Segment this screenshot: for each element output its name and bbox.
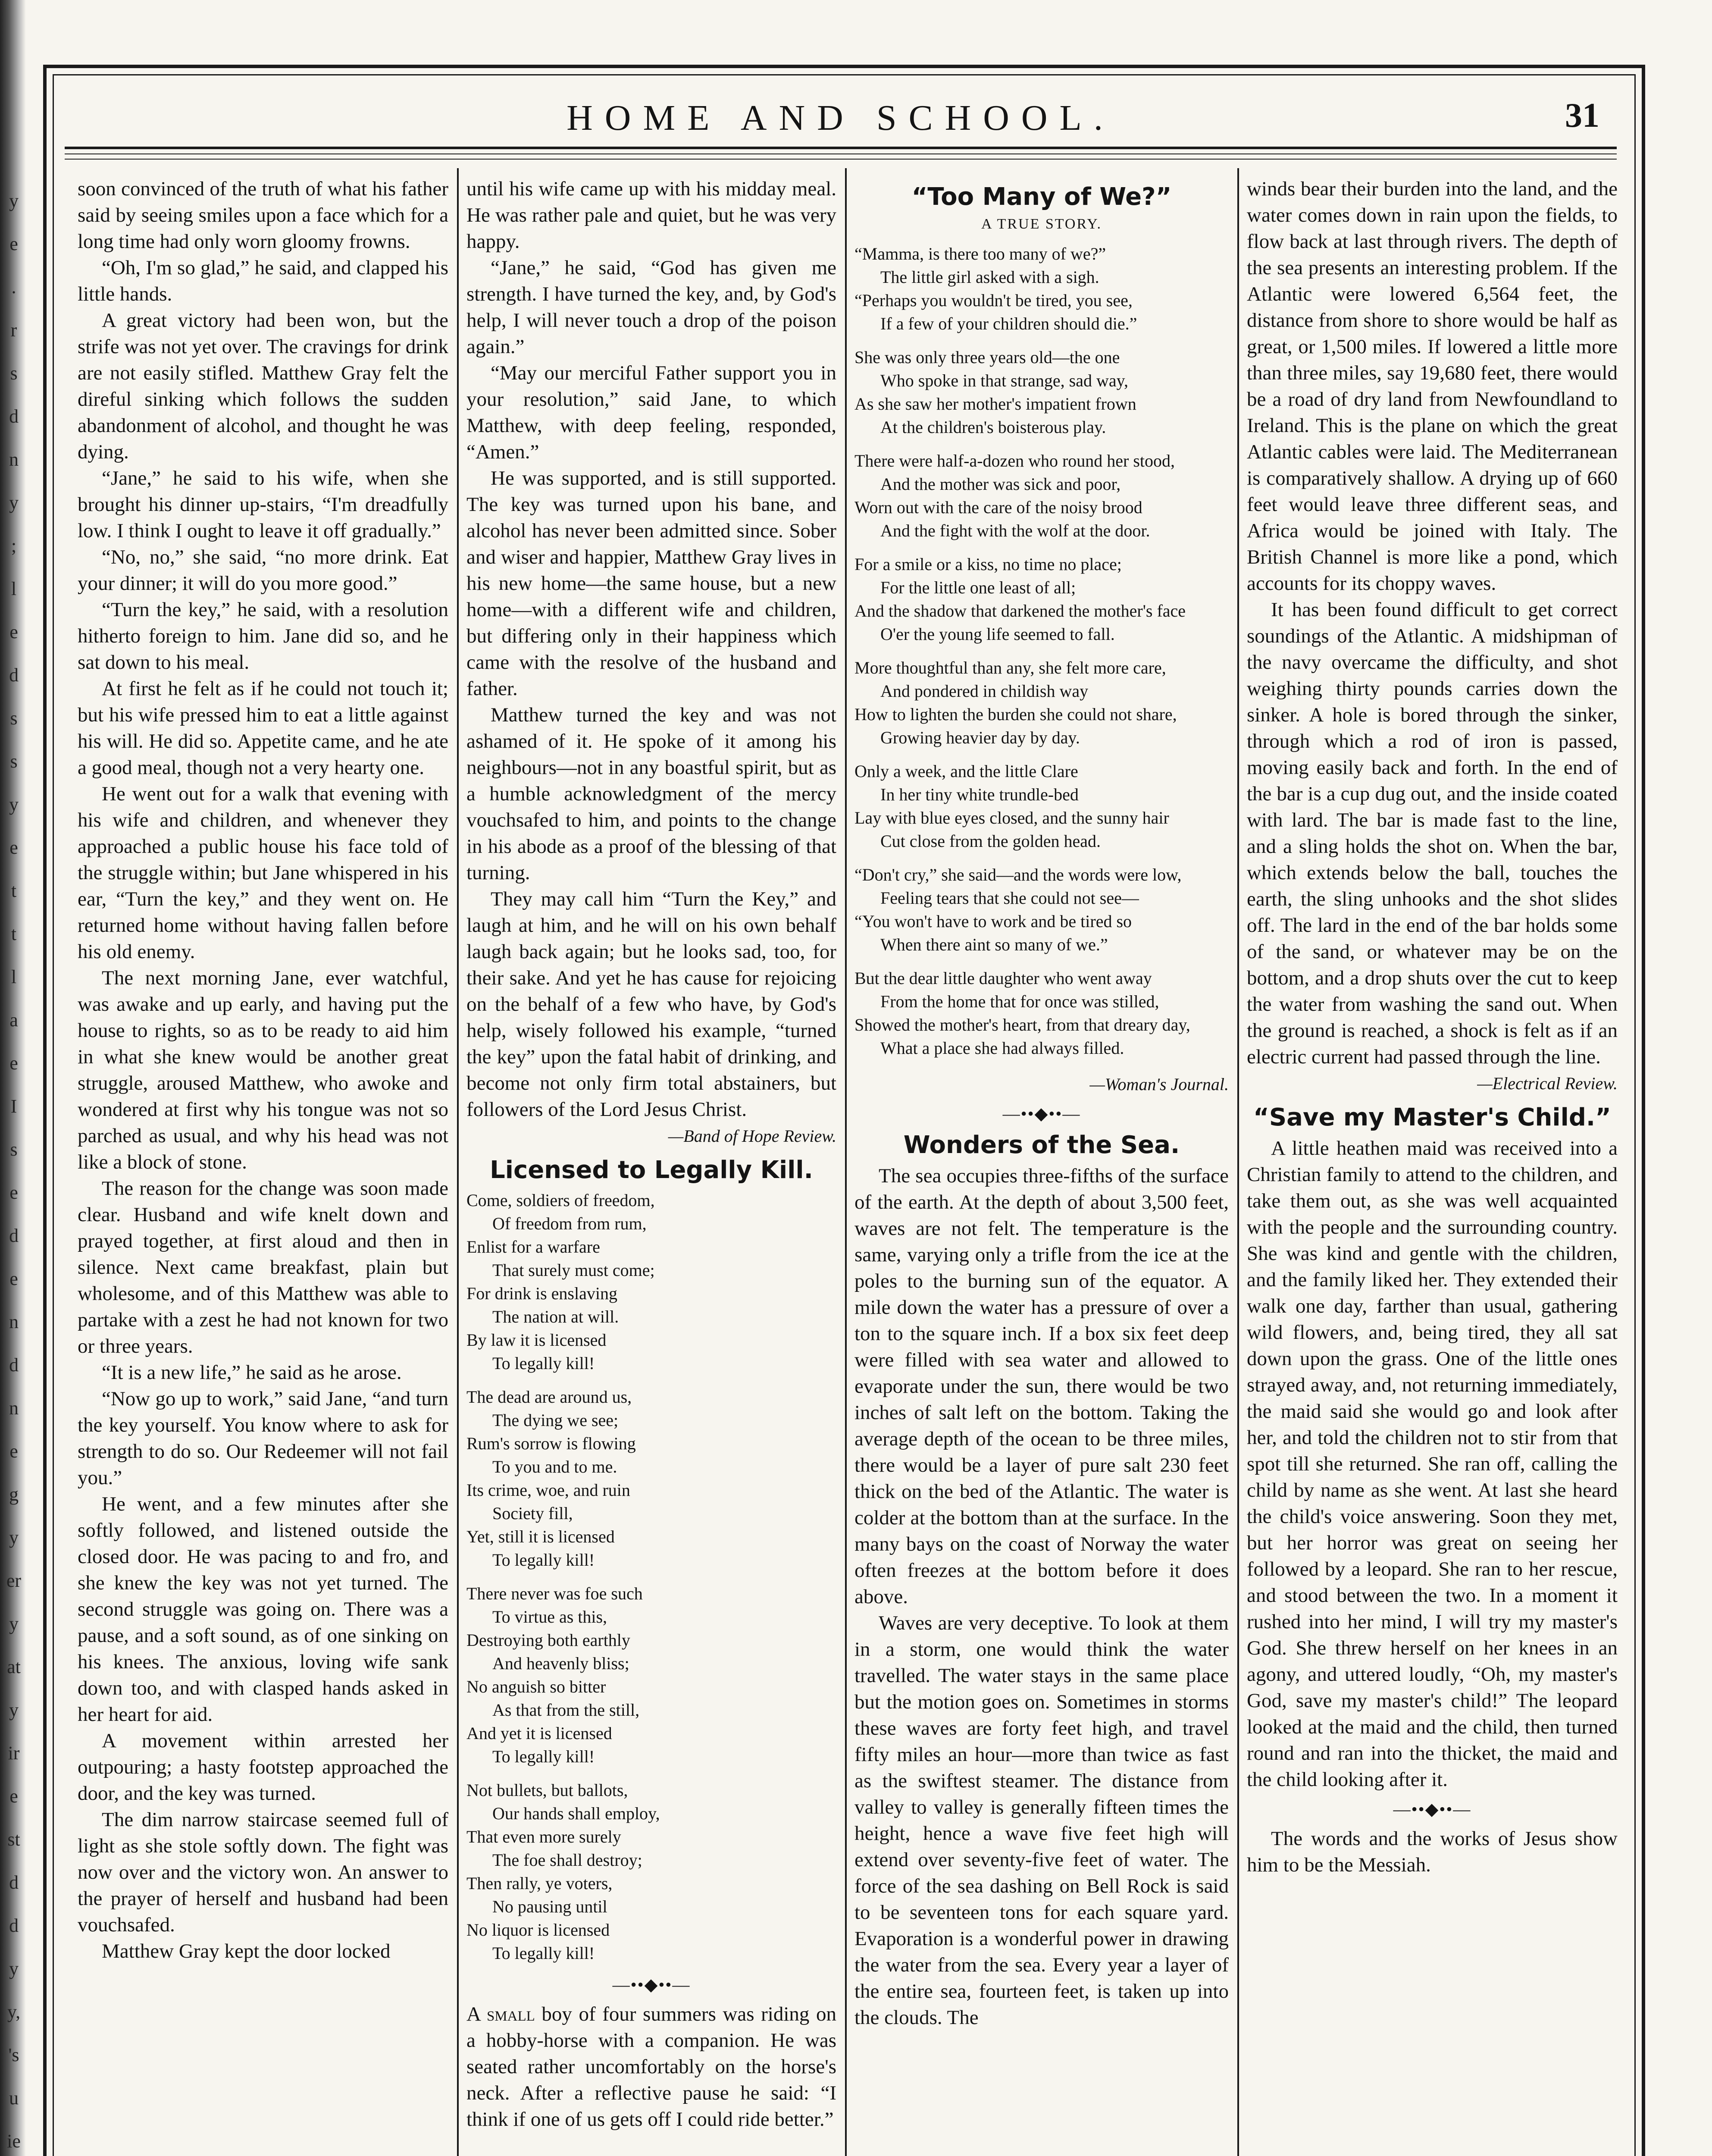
edge-letter: t bbox=[11, 880, 17, 901]
paragraph: It has been found difficult to get correct soundings of the Atlantic. A midshipman of the navy overcame the difficulty, and shot weighing thirty pounds carries down the sinker. A hole is bored through the sinker, through which a rod of iron is passed, moving easily back and forth. In the end of the bar is a cup dug out, and the inside coated with lard. The bar is made fast to the line, and a sling holds the shot on. When the bar, which extends below the ball, touches the earth, the sling unhooks and the shot slides off. The lard in the end of the bar holds some of the sand, or whatever may be on the bottom, and a drop shuts over the cut to keep the water from washing the sand out. When the ground is reached, a shock is felt as if an electric current had passed through the line. bbox=[1247, 599, 1618, 1068]
edge-letter: s bbox=[10, 708, 18, 729]
poem-line: To legally kill! bbox=[492, 1550, 595, 1570]
edge-letter: t bbox=[11, 923, 17, 944]
paragraph: The next morning Jane, ever watchful, was awake and up early, and having put the house to rights, so as to be ready to aid him in what she knew would be another great struggle, aroused Matthew, who awoke and wondered at first why his tongue was not so parched as usual, and why his head was not like a block of stone. bbox=[78, 967, 448, 1173]
poem-subtitle: A TRUE STORY. bbox=[981, 216, 1102, 232]
poem-line: How to lighten the burden she could not share, bbox=[854, 705, 1177, 724]
poem-line: She was only three years old—the one bbox=[854, 348, 1120, 367]
paragraph: soon convinced of the truth of what his father said by seeing smiles upon a face which for a long time had only worn gloomy frowns. bbox=[78, 178, 448, 253]
paragraph: “It is a new life,” he said as he arose. bbox=[102, 1361, 402, 1384]
poem-title: “Too Many of We?” bbox=[911, 183, 1172, 211]
column-rule bbox=[457, 168, 459, 2156]
poem-line: As that from the still, bbox=[492, 1700, 640, 1720]
poem-stanza bbox=[854, 346, 1229, 439]
poem-line: By law it is licensed bbox=[466, 1330, 607, 1350]
poem-line: But the dear little daughter who went away bbox=[854, 968, 1152, 988]
poem-line: To virtue as this, bbox=[492, 1607, 607, 1626]
poem-line: Then rally, ye voters, bbox=[466, 1874, 613, 1893]
column-1 bbox=[78, 176, 448, 2156]
column-3 bbox=[854, 176, 1229, 2156]
poem-line: As she saw her mother's impatient frown bbox=[854, 394, 1136, 414]
poem-line: To you and to me. bbox=[492, 1457, 617, 1476]
poem-line: And the fight with the wolf at the door. bbox=[880, 521, 1150, 540]
edge-letter: e bbox=[9, 837, 18, 858]
edge-letter: e bbox=[9, 621, 18, 642]
story-title: “Save my Master's Child.” bbox=[1253, 1103, 1611, 1131]
closing-paragraph: The words and the works of Jesus show him to be the Messiah. bbox=[1247, 1827, 1618, 1876]
poem-line: “You won't have to work and be tired so bbox=[854, 912, 1132, 931]
poem-line: To legally kill! bbox=[492, 1943, 595, 1963]
poem-line: Growing heavier day by day. bbox=[880, 728, 1080, 747]
paragraph: winds bear their burden into the land, and the water comes down in rain upon the fields, to flow back at last through rivers. The depth of the sea presents an interesting problem. If the Atlantic were lowered 6,564 feet, the distance from shore to shore would be half as great, or 1,500 miles. If lowered a little more than three miles, say 19,680 feet, there would be a road of dry land from Newfoundland to Ireland. This is the plane on which the great Atlantic cables were laid. The Mediterranean is comparatively shallow. A drying up of 660 feet would leave three different seas, and Africa would be joined with Italy. The British Channel is more like a pond, which accounts for its choppy waves. bbox=[1247, 178, 1618, 595]
article-source: —Electrical Review. bbox=[1477, 1074, 1618, 1093]
poem-line: Not bullets, but ballots, bbox=[466, 1780, 628, 1800]
poem-line: Its crime, woe, and ruin bbox=[466, 1480, 630, 1500]
column-rule bbox=[1237, 168, 1239, 2156]
poem-line: Rum's sorrow is flowing bbox=[466, 1434, 636, 1453]
article-title: Wonders of the Sea. bbox=[903, 1131, 1180, 1159]
edge-letter: ; bbox=[11, 535, 17, 556]
poem-stanza bbox=[854, 863, 1229, 956]
poem-title: Licensed to Legally Kill. bbox=[490, 1156, 813, 1184]
poem-line: And heavenly bliss; bbox=[492, 1654, 629, 1673]
paragraph: He was supported, and is still supported. The key was turned upon his bane, and alcohol has never been admitted since. Sober and wiser and happier, Matthew Gray lives in his new home—the same house, but a new home—with a different wife and children, but differing only in their happiness which came with the resolve of the husband and father. bbox=[466, 467, 836, 700]
edge-letter: l bbox=[11, 966, 17, 987]
poem-line: No pausing until bbox=[492, 1897, 607, 1916]
poem-line: At the children's boisterous play. bbox=[880, 417, 1106, 437]
edge-letter: n bbox=[9, 449, 19, 470]
anecdote-text: boy of four summers was riding on a hobby-horse with a companion. He was seated rather uncomfortably on the horse's neck. After a reflective pause he said: “I think if one of us gets off I could ride better.” bbox=[466, 2003, 836, 2131]
poem-line: Only a week, and the little Clare bbox=[854, 761, 1078, 781]
poem-line: Society fill, bbox=[492, 1504, 573, 1523]
paragraph: He went, and a few minutes after she softly followed, and listened outside the closed door. He was pacing to and fro, and she knew the key was not yet turned. The second struggle was going on. There was a pause, and a soft sound, as of one sinking on his knees. The anxious, loving wife sank down too, and with clasped hands asked in her heart for aid. bbox=[78, 1493, 448, 1726]
story-source: —Band of Hope Review. bbox=[668, 1126, 836, 1146]
edge-letter: e bbox=[9, 233, 18, 254]
edge-letter: 's bbox=[8, 2044, 19, 2065]
poem-line: For drink is enslaving bbox=[466, 1284, 617, 1303]
edge-letter: y bbox=[9, 492, 19, 513]
poem-line: And the mother was sick and poor, bbox=[880, 474, 1121, 494]
paragraph: At first he felt as if he could not touch it; but his wife pressed him to eat a little against his will. He did so. Appetite came, and he ate a good meal, though not a very hearty one. bbox=[78, 677, 448, 779]
edge-letter: y bbox=[9, 190, 19, 211]
edge-letter: d bbox=[9, 1915, 19, 1936]
paragraph: “May our merciful Father support you in your resolution,” said Jane, to which Matthew, with deep feeling, responded, “Amen.” bbox=[466, 362, 836, 463]
masthead-rule-thin-2 bbox=[65, 159, 1617, 160]
edge-letter: ie bbox=[7, 2131, 21, 2152]
paragraph: A movement within arrested her outpouring; a hasty footstep approached the door, and the key was turned. bbox=[78, 1730, 448, 1805]
poem-stanza bbox=[854, 656, 1229, 749]
wonders-of-the-sea-continued bbox=[1247, 176, 1618, 1070]
poem-stanza bbox=[854, 242, 1229, 335]
paragraph: The sea occupies three-fifths of the surface of the earth. At the depth of about 3,500 feet, waves are not felt. The temperature is the same, varying only a trifle from the ice at the poles to the burning sun of the equator. A mile down the water has a pressure of over a ton to the square inch. If a box six feet deep were filled with sea water and allowed to evaporate under the sun, there would be two inches of salt left on the bottom. Taking the average depth of the ocean to be three miles, there would be a layer of pure salt 230 feet thick on the bed of the Atlantic. The water is colder at the bottom than at the surface. In the many bays on the coast of Norway the water often freezes at the bottom before it does above. bbox=[854, 1165, 1229, 1608]
paragraph: “Oh, I'm so glad,” he said, and clapped his little hands. bbox=[78, 257, 448, 305]
edge-letter: e bbox=[9, 1786, 18, 1807]
edge-letter: e bbox=[9, 1268, 18, 1289]
poem-line: Feeling tears that she could not see— bbox=[880, 888, 1139, 908]
masthead-rule-thick bbox=[65, 147, 1617, 149]
poem-stanza bbox=[466, 1385, 836, 1572]
edge-letter: l bbox=[11, 578, 17, 599]
poem-line: No anguish so bitter bbox=[466, 1677, 606, 1696]
poem-stanza bbox=[854, 449, 1229, 542]
poem-stanza bbox=[854, 553, 1229, 646]
paragraph: Matthew turned the key and was not ashamed of it. He spoke of it among his neighbours—not in any boastful spirit, but as a humble acknowledgment of the mercy vouchsafed to him, and points to the change in his abode as a proof of the blessing of that turning. bbox=[466, 704, 836, 884]
poem-line: Destroying both earthly bbox=[466, 1630, 630, 1650]
poem bbox=[466, 1189, 836, 1965]
poem-source: —Woman's Journal. bbox=[1089, 1075, 1229, 1094]
poem-stanza bbox=[466, 1582, 836, 1768]
poem-stanza bbox=[854, 967, 1229, 1060]
poem-line: “Mamma, is there too many of we?” bbox=[854, 244, 1106, 263]
edge-letter: d bbox=[9, 1354, 19, 1376]
poem-line: To legally kill! bbox=[492, 1354, 595, 1373]
edge-letter: d bbox=[9, 1872, 19, 1893]
paragraph: “Now go up to work,” said Jane, “and turn the key yourself. You know where to ask for strength to do so. Our Redeemer will not fail you.” bbox=[78, 1388, 448, 1489]
masthead bbox=[65, 88, 1617, 140]
poem-line: For a smile or a kiss, no time no place; bbox=[854, 555, 1122, 574]
poem-line: And yet it is licensed bbox=[466, 1724, 612, 1743]
edge-letter: u bbox=[9, 2087, 19, 2109]
poem-line: More thoughtful than any, she felt more care, bbox=[854, 658, 1166, 677]
poem-line: For the little one least of all; bbox=[880, 578, 1076, 597]
edge-letter: . bbox=[11, 276, 16, 298]
paragraph: Matthew Gray kept the door locked bbox=[102, 1940, 391, 1962]
poem-stanza bbox=[466, 1779, 836, 1965]
poem-line: To legally kill! bbox=[492, 1747, 595, 1766]
edge-letter: er bbox=[6, 1570, 22, 1591]
poem-line: From the home that for once was stilled, bbox=[880, 992, 1159, 1011]
poem-line: What a place she had always filled. bbox=[880, 1038, 1124, 1058]
poem-line: Enlist for a warfare bbox=[466, 1237, 600, 1257]
wonders-of-the-sea-article bbox=[854, 1163, 1229, 2031]
edge-letter: s bbox=[10, 751, 18, 772]
poem-line: And pondered in childish way bbox=[880, 681, 1089, 701]
section-ornament: —••◆••— bbox=[1002, 1104, 1081, 1123]
poem-line: Who spoke in that strange, sad way, bbox=[880, 371, 1129, 390]
edge-letter: d bbox=[9, 664, 19, 686]
poem-line: Of freedom from rum, bbox=[492, 1214, 647, 1233]
column-rule bbox=[845, 168, 847, 2156]
edge-letter: e bbox=[9, 1053, 18, 1074]
poem-line: O'er the young life seemed to fall. bbox=[880, 624, 1115, 644]
edge-letter: y bbox=[9, 794, 19, 815]
poem-line: The nation at will. bbox=[492, 1307, 619, 1326]
edge-letter: at bbox=[7, 1656, 21, 1677]
edge-letter: r bbox=[10, 320, 17, 341]
edge-letter: a bbox=[9, 1009, 18, 1031]
edge-letter: d bbox=[9, 1225, 19, 1246]
poem-stanza bbox=[466, 1189, 836, 1375]
poem-line: Lay with blue eyes closed, and the sunny hair bbox=[854, 808, 1169, 827]
anecdote-lead: A small bbox=[466, 2003, 535, 2025]
edge-letter: ir bbox=[8, 1742, 20, 1764]
paragraph: “Turn the key,” he said, with a resolution hitherto foreign to him. Jane did so, and he sat down to his meal. bbox=[78, 599, 448, 674]
edge-letter: e bbox=[9, 1182, 18, 1203]
edge-letter: g bbox=[9, 1484, 19, 1505]
paragraph: “Jane,” he said to his wife, when she brought his dinner up-stairs, “I'm dreadfully low. I think I ought to leave it off gradually.” bbox=[78, 467, 448, 542]
poem bbox=[854, 242, 1229, 1060]
column-4 bbox=[1247, 176, 1618, 2156]
section-ornament: —••◆••— bbox=[612, 1975, 691, 1994]
edge-letter: st bbox=[7, 1829, 20, 1850]
anecdote-paragraph bbox=[466, 2001, 836, 2133]
page-number: 31 bbox=[1565, 97, 1599, 135]
poem-line: Cut close from the golden head. bbox=[880, 831, 1101, 851]
poem-line: When there aint so many of we.” bbox=[880, 935, 1108, 954]
poem-line: There were half-a-dozen who round her stood, bbox=[854, 451, 1175, 470]
poem-line: Showed the mother's heart, from that dreary day, bbox=[854, 1015, 1190, 1034]
paragraph: The reason for the change was soon made clear. Husband and wife knelt down and prayed together, at first aloud and then in silence. Next came breakfast, plain but wholesome, and of this Matthew was able to partake with a zest he had not known for two or three years. bbox=[78, 1177, 448, 1357]
paragraph: A great victory had been won, but the strife was not yet over. The cravings for drink are not easily stifled. Matthew Gray felt the direful sinking which follows the sudden abandonment of alcohol, and thought he was dying. bbox=[78, 309, 448, 463]
newspaper-title: HOME AND SCHOOL. bbox=[566, 98, 1115, 138]
edge-letter: s bbox=[10, 1139, 18, 1160]
poem-stanza bbox=[854, 760, 1229, 853]
column-2 bbox=[466, 176, 836, 2156]
poem-line: Worn out with the care of the noisy brood bbox=[854, 498, 1142, 517]
story-text: A little heathen maid was received into a Christian family to attend to the children, and take them out, as she was well acquainted with the people and the surrounding country. She was kind and gentle with the children, and the family liked her. They extended their walk one day, farther than usual, gathering wild flowers, and, being tired, they all sat down upon the grass. One of the little ones strayed away, and, not returning immediately, the maid said she would go and look after her, and told the children not to stir from that spot till she returned. She ran off, calling the child by name as she went. At last she heard the child's voice answering. Soon they met, but her horror was great on seeing her followed by a leopard. She ran to her rescue, and stood between the two. In a moment it rushed into her mind, I will try my master's God. She threw herself on her knees in an agony, and uttered loudly, “Oh, my master's God, save my master's child!” The leopard looked at the maid and the child, then turned round and ran into the thicket, the maid and the child looking after it. bbox=[1247, 1137, 1618, 1791]
poem-line: That surely must come; bbox=[492, 1260, 655, 1280]
poem-line: “Don't cry,” she said—and the words were low, bbox=[854, 865, 1182, 884]
edge-letter: s bbox=[10, 363, 18, 384]
poem-line: In her tiny white trundle-bed bbox=[880, 785, 1079, 804]
edge-letter: y, bbox=[7, 2001, 21, 2022]
edge-letter: y bbox=[9, 1699, 19, 1720]
edge-letter: y bbox=[9, 1527, 19, 1548]
poem-line: If a few of your children should die.” bbox=[880, 314, 1137, 333]
edge-letter: y bbox=[9, 1958, 19, 1979]
poem-line: The dead are around us, bbox=[466, 1387, 632, 1407]
poem-line: Yet, still it is licensed bbox=[466, 1527, 615, 1546]
paragraph: Waves are very deceptive. To look at them in a storm, one would think the water travelled. The water stays in the same place but the motion goes on. Sometimes in storms these waves are forty feet high, and travel fifty miles an hour—more than twice as fast as the swiftest steamer. The distance from valley to valley is generally fifteen times the height, hence a wave five feet high will extend over seventy-five feet of water. The force of the sea dashing on Bell Rock is said to be seventeen tons for each square yard. Evaporation is a wonderful power in drawing the water from the sea. Every year a layer of the entire sea, fourteen feet, is taken up into the clouds. The bbox=[854, 1612, 1229, 2029]
turn-the-key-story-conclusion bbox=[466, 176, 836, 1123]
edge-letter: I bbox=[10, 1096, 17, 1117]
paragraph: “No, no,” she said, “no more drink. Eat your dinner; it will do you more good.” bbox=[78, 546, 448, 595]
edge-letter: e bbox=[9, 1441, 18, 1462]
poem-line: “Perhaps you wouldn't be tired, you see, bbox=[854, 291, 1133, 310]
paragraph: He went out for a walk that evening with his wife and children, and whenever they approached a public house his face told of the struggle within; but Jane whispered in his ear, “Turn the key,” and they went on. He returned home without having fallen before his old enemy. bbox=[78, 783, 448, 963]
section-ornament: —••◆••— bbox=[1393, 1799, 1471, 1819]
poem-line: Come, soldiers of freedom, bbox=[466, 1191, 655, 1210]
edge-letter: y bbox=[9, 1613, 19, 1634]
poem-line: That even more surely bbox=[466, 1827, 621, 1846]
poem-line: The foe shall destroy; bbox=[492, 1850, 642, 1870]
paragraph: until his wife came up with his midday meal. He was rather pale and quiet, but he was very happy. bbox=[466, 178, 836, 253]
paragraph: They may call him “Turn the Key,” and laugh at him, and he will on his own behalf laugh back again; but he looks sad, too, for their sake. And yet he has cause for rejoicing on the behalf of a few who have, by God's help, wisely followed his example, “turned the key” upon the fatal habit of drinking, and become not only firm total abstainers, but followers of the Lord Jesus Christ. bbox=[466, 888, 836, 1121]
paragraph: The dim narrow staircase seemed full of light as she stole softly down. The fight was now over and the victory won. An answer to the prayer of herself and husband had been vouchsafed. bbox=[78, 1808, 448, 1936]
story-paragraph bbox=[1247, 1135, 1618, 1793]
edge-letter: n bbox=[9, 1311, 19, 1332]
poem-line: The little girl asked with a sigh. bbox=[880, 267, 1099, 287]
edge-letter: n bbox=[9, 1398, 19, 1419]
edge-letter: d bbox=[9, 406, 19, 427]
poem-line: The dying we see; bbox=[492, 1410, 619, 1430]
poem-line: And the shadow that darkened the mother's face bbox=[854, 601, 1186, 620]
poem-line: No liquor is licensed bbox=[466, 1920, 610, 1940]
paragraph: “Jane,” he said, “God has given me strength. I have turned the key, and, by God's help, I will never touch a drop of the poison again.” bbox=[466, 257, 836, 358]
poem-line: There never was foe such bbox=[466, 1584, 643, 1603]
poem-line: Our hands shall employ, bbox=[492, 1804, 660, 1823]
